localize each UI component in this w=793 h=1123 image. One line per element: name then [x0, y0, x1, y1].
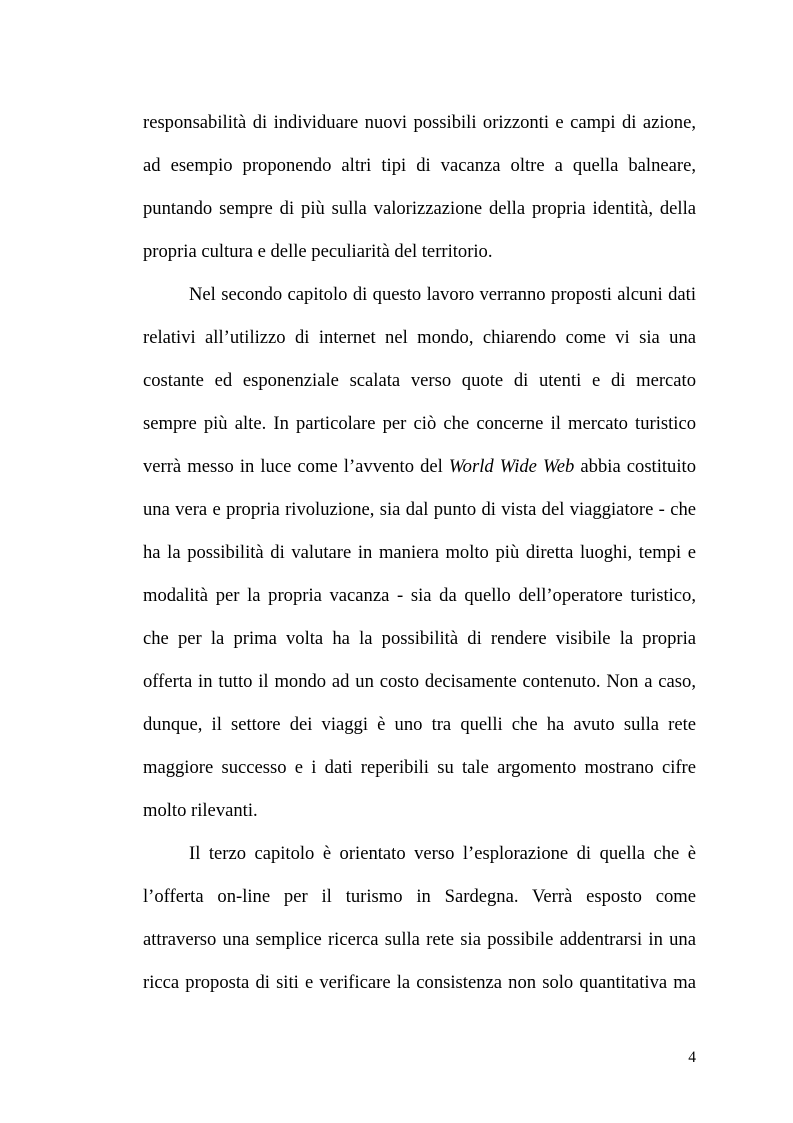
text-line: che per la prima volta ha la possibilità di rendere visibile la propria [143, 628, 696, 649]
text-span: verrà messo in luce come l’avvento del [143, 456, 449, 477]
text-line: puntando sempre di più sulla valorizzazione della propria identità, della [143, 198, 696, 219]
text-line: relativi all’utilizzo di internet nel mondo, chiarendo come vi sia una [143, 327, 696, 348]
text-line: costante ed esponenziale scalata verso quote di utenti e di mercato [143, 370, 696, 391]
text-line: Il terzo capitolo è orientato verso l’esplorazione di quella che è [189, 843, 696, 864]
text-line: molto rilevanti. [143, 800, 258, 821]
text-line: una vera e propria rivoluzione, sia dal punto di vista del viaggiatore - che [143, 499, 696, 520]
text-line: ha la possibilità di valutare in maniera molto più diretta luoghi, tempi e [143, 542, 696, 563]
text-line: sempre più alte. In particolare per ciò che concerne il mercato turistico [143, 413, 696, 434]
text-line: offerta in tutto il mondo ad un costo decisamente contenuto. Non a caso, [143, 671, 696, 692]
text-line: Nel secondo capitolo di questo lavoro verranno proposti alcuni dati [189, 284, 696, 305]
text-line: responsabilità di individuare nuovi possibili orizzonti e campi di azione, [143, 112, 696, 133]
text-line: attraverso una semplice ricerca sulla rete sia possibile addentrarsi in una [143, 929, 696, 950]
page-number: 4 [688, 1049, 696, 1066]
text-line: ad esempio proponendo altri tipi di vacanza oltre a quella balneare, [143, 155, 696, 176]
text-line-with-italic [143, 456, 696, 478]
text-line: dunque, il settore dei viaggi è uno tra quelli che ha avuto sulla rete [143, 714, 696, 735]
text-line: maggiore successo e i dati reperibili su tale argomento mostrano cifre [143, 757, 696, 778]
text-line: propria cultura e delle peculiarità del territorio. [143, 241, 493, 262]
italic-term: World Wide Web [448, 456, 575, 477]
text-line: modalità per la propria vacanza - sia da quello dell’operatore turistico, [143, 585, 696, 606]
text-line: ricca proposta di siti e verificare la consistenza non solo quantitativa ma [143, 972, 696, 993]
text-span: abbia costituito [574, 456, 696, 477]
text-line: l’offerta on-line per il turismo in Sardegna. Verrà esposto come [143, 886, 696, 907]
